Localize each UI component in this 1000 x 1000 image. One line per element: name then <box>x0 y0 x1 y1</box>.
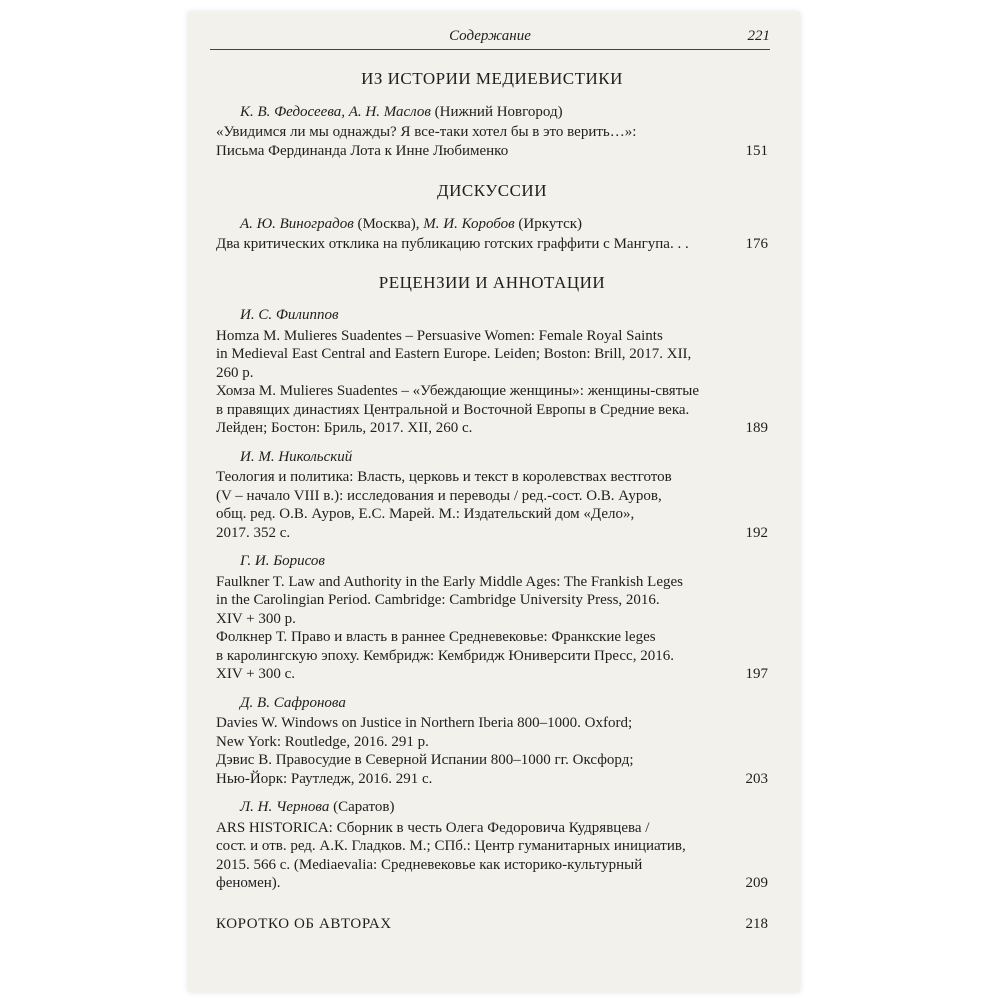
author-names: Д. В. Сафронова <box>240 694 346 711</box>
toc-author <box>240 694 768 713</box>
entry-line: Нью-Йорк: Раутледж, 2016. 291 с. <box>216 770 433 787</box>
author-place: (Москва), <box>357 215 420 232</box>
author-names: Л. Н. Чернова <box>240 799 330 815</box>
entry-line: феномен). <box>216 875 281 891</box>
entry-line: общ. ред. О.В. Ауров, Е.С. Марей. М.: Издательский дом «Дело», <box>216 506 635 522</box>
entry-line: (V – начало VIII в.): исследования и переводы / ред.-сост. О.В. Ауров, <box>216 487 662 504</box>
toc-author <box>240 448 768 467</box>
toc-author <box>240 798 768 817</box>
entry-line: 2017. 352 с. <box>216 524 291 541</box>
running-header-title: Содержание <box>449 28 531 44</box>
entry-line: Хомза М. Mulieres Suadentes – «Убеждающие женщины»: женщины-святые <box>216 383 699 399</box>
toc-author <box>240 215 768 234</box>
entry-page-number: 197 <box>745 666 768 682</box>
entry-page-number: 209 <box>745 875 768 891</box>
entry-page-number: 218 <box>745 915 768 932</box>
entry-line: Homza M. Mulieres Suadentes – Persuasive Women: Female Royal Saints <box>216 327 663 344</box>
toc-entry-authors <box>216 915 768 934</box>
entry-line: 2015. 566 с. (Mediaevalia: Средневековье как историко-культурный <box>216 856 643 873</box>
entry-page-number: 151 <box>745 142 768 159</box>
entry-line: ARS HISTORICA: Сборник в честь Олега Федоровича Кудрявцева / <box>216 819 650 836</box>
section-heading-history: ИЗ ИСТОРИИ МЕДИЕВИСТИКИ <box>361 69 623 88</box>
page-number: 221 <box>747 28 770 44</box>
entry-line: в правящих династиях Центральной и Восточной Европы в Средние века. <box>216 401 690 418</box>
running-header <box>210 27 770 50</box>
author-names: А. Ю. Виноградов <box>240 215 354 232</box>
entry-line: in Medieval East Central and Eastern Europe. Leiden; Boston: Brill, 2017. XII, <box>216 346 692 362</box>
entry-line: Faulkner T. Law and Authority in the Early Middle Ages: The Frankish Leges <box>216 573 683 590</box>
author-place: (Иркутск) <box>518 215 583 232</box>
toc-author <box>240 103 768 122</box>
entry-page-number: 203 <box>745 770 768 787</box>
entry-line: сост. и отв. ред. А.К. Гладков. М.; СПб.: Центр гуманитарных инициатив, <box>216 838 686 854</box>
entry-line: New York: Routledge, 2016. 291 p. <box>216 733 429 750</box>
toc-author <box>240 306 768 325</box>
toc-entry <box>216 468 768 542</box>
author-place: (Нижний Новгород) <box>434 103 563 120</box>
toc-entry <box>216 327 768 438</box>
entry-line: «Увидимся ли мы однажды? Я все-таки хотел бы в это верить…»: <box>216 124 637 140</box>
author-names: Г. И. Борисов <box>240 553 325 569</box>
toc-entry <box>216 819 768 893</box>
entry-line: in the Carolingian Period. Cambridge: Cambridge University Press, 2016. <box>216 592 660 608</box>
toc-entry <box>216 573 768 684</box>
toc-author <box>240 552 768 571</box>
author-names: К. В. Федосеева, А. Н. Маслов <box>240 103 431 120</box>
author-place: (Саратов) <box>333 799 395 815</box>
toc-entry <box>216 123 768 160</box>
author-names: И. С. Филиппов <box>240 307 339 323</box>
entry-label: КОРОТКО ОБ АВТОРАХ <box>216 915 392 932</box>
entry-line: Дэвис В. Правосудие в Северной Испании 800–1000 гг. Оксфорд; <box>216 752 634 768</box>
entry-line: XIV + 300 с. <box>216 666 296 682</box>
author-names: И. М. Никольский <box>240 448 353 465</box>
entry-line: в каролингскую эпоху. Кембридж: Кембридж Юниверсити Пресс, 2016. <box>216 647 674 664</box>
entry-line: 260 p. <box>216 364 254 381</box>
section-heading-discussions: ДИСКУССИИ <box>437 181 547 200</box>
table-of-contents <box>216 62 768 933</box>
entry-page-number: 176 <box>745 236 768 252</box>
entry-line: Фолкнер Т. Право и власть в раннее Средневековье: Франкские leges <box>216 629 656 645</box>
entry-line: Теология и политика: Власть, церковь и текст в королевствах вестготов <box>216 469 672 485</box>
entry-line: Письма Фердинанда Лота к Инне Любименко <box>216 142 509 159</box>
author-names: М. И. Коробов <box>423 215 515 232</box>
entry-line: Davies W. Windows on Justice in Northern Iberia 800–1000. Oxford; <box>216 715 633 731</box>
entry-page-number: 192 <box>745 524 768 541</box>
section-heading-reviews: РЕЦЕНЗИИ И АННОТАЦИИ <box>378 272 606 292</box>
toc-entry <box>216 714 768 788</box>
entry-line: Два критических отклика на публикацию готских граффити с Мангупа. . . <box>216 236 689 252</box>
entry-page-number: 189 <box>745 420 768 436</box>
entry-line: Лейден; Бостон: Бриль, 2017. XII, 260 с. <box>216 420 473 436</box>
toc-entry <box>216 235 768 254</box>
entry-line: XIV + 300 p. <box>216 610 296 627</box>
